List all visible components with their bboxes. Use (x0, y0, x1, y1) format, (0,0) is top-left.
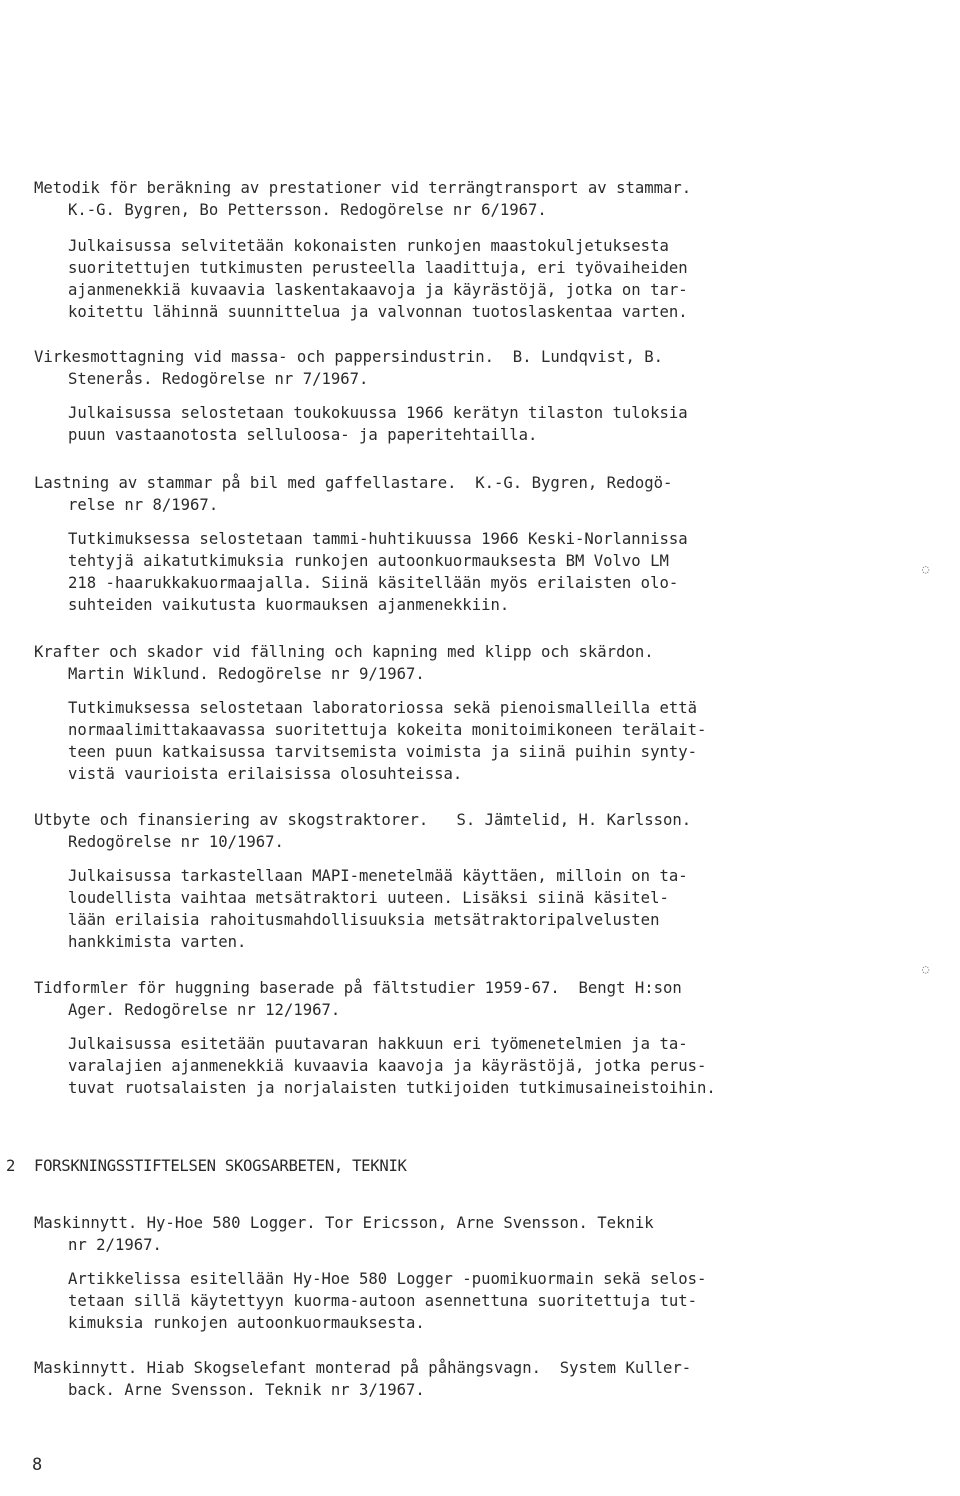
entry-summary-line: Julkaisussa selostetaan toukokuussa 1966 kerätyn tilaston tuloksia (68, 404, 688, 422)
entry-summary-line: kimuksia runkojen autoonkuormauksesta. (68, 1314, 425, 1332)
entry-summary-line: Julkaisussa esitetään puutavaran hakkuun eri työmenetelmien ja ta- (68, 1035, 688, 1053)
entry-summary-line: varalajien ajanmenekkiä kuvaavia kaavoja ja käyrästöjä, jotka perus- (68, 1057, 707, 1075)
entry-summary-line: puun vastaanotosta selluloosa- ja paperitehtailla. (68, 426, 538, 444)
entry-title-line: back. Arne Svensson. Teknik nr 3/1967. (68, 1381, 425, 1399)
entry-summary-line: normaalimittakaavassa suoritettuja kokeita monitoimikoneen terälait- (68, 721, 707, 739)
entry-summary-line: 218 -haarukkakuormaajalla. Siinä käsitellään myös erilaisten olo- (68, 574, 679, 592)
margin-mark: ◌ (922, 962, 930, 976)
entry-title-line: Maskinnytt. Hy-Hoe 580 Logger. Tor Ericsson, Arne Svensson. Teknik (34, 1214, 654, 1232)
entry-title-line: Stenerås. Redogörelse nr 7/1967. (68, 370, 369, 388)
margin-mark: ◌ (922, 562, 930, 576)
entry-title-line: K.-G. Bygren, Bo Pettersson. Redogörelse nr 6/1967. (68, 201, 547, 219)
section-title: FORSKNINGSSTIFTELSEN SKOGSARBETEN, TEKNIK (34, 1157, 407, 1175)
entry-summary-line: koitettu lähinnä suunnittelua ja valvonnan tuotoslaskentaa varten. (68, 303, 688, 321)
entry-summary-line: tehtyjä aikatutkimuksia runkojen autoonkuormauksesta BM Volvo LM (68, 552, 669, 570)
entry-summary-line: tetaan sillä käytettyyn kuorma-autoon asennettuna suoritettuja tut- (68, 1292, 698, 1310)
entry-summary-line: Artikkelissa esitellään Hy-Hoe 580 Logger -puomikuormain sekä selos- (68, 1270, 707, 1288)
entry-summary-line: teen puun katkaisussa tarvitsemista voimista ja siinä puihin synty- (68, 743, 698, 761)
section-number: 2 (6, 1157, 16, 1175)
entry-summary-line: lään erilaisia rahoitusmahdollisuuksia metsätraktoripalvelusten (68, 911, 660, 929)
entry-summary-line: hankkimista varten. (68, 933, 247, 951)
entry-title-line: nr 2/1967. (68, 1236, 162, 1254)
entry-title-line: Virkesmottagning vid massa- och pappersindustrin. B. Lundqvist, B. (34, 348, 664, 366)
entry-title-line: relse nr 8/1967. (68, 496, 219, 514)
page-number: 8 (32, 1455, 43, 1475)
entry-summary-line: Julkaisussa tarkastellaan MAPI-menetelmää käyttäen, milloin on ta- (68, 867, 688, 885)
entry-title-line: Martin Wiklund. Redogörelse nr 9/1967. (68, 665, 425, 683)
entry-title-line: Ager. Redogörelse nr 12/1967. (68, 1001, 341, 1019)
entry-summary-line: ajanmenekkiä kuvaavia laskentakaavoja ja käyrästöjä, jotka on tar- (68, 281, 688, 299)
entry-title-line: Tidformler för huggning baserade på fältstudier 1959-67. Bengt H:son (34, 979, 682, 997)
entry-summary-line: tuvat ruotsalaisten ja norjalaisten tutkijoiden tutkimusaineistoihin. (68, 1079, 716, 1097)
entry-summary-line: loudellista vaihtaa metsätraktori uuteen. Lisäksi siinä käsitel- (68, 889, 669, 907)
entry-title-line: Utbyte och finansiering av skogstraktorer. S. Jämtelid, H. Karlsson. (34, 811, 692, 829)
entry-summary-line: Tutkimuksessa selostetaan tammi-huhtikuussa 1966 Keski-Norlannissa (68, 530, 688, 548)
entry-summary-line: suhteiden vaikutusta kuormauksen ajanmenekkiin. (68, 596, 510, 614)
entry-title-line: Redogörelse nr 10/1967. (68, 833, 284, 851)
entry-title-line: Lastning av stammar på bil med gaffellastare. K.-G. Bygren, Redogö- (34, 474, 673, 492)
entry-title-line: Metodik för beräkning av prestationer vid terrängtransport av stammar. (34, 179, 692, 197)
entry-summary-line: suoritettujen tutkimusten perusteella laadittuja, eri työvaiheiden (68, 259, 688, 277)
entry-summary-line: Julkaisussa selvitetään kokonaisten runkojen maastokuljetuksesta (68, 237, 669, 255)
entry-title-line: Maskinnytt. Hiab Skogselefant monterad på påhängsvagn. System Kuller- (34, 1359, 692, 1377)
entry-summary-line: Tutkimuksessa selostetaan laboratoriossa sekä pienoismalleilla että (68, 699, 698, 717)
entry-title-line: Krafter och skador vid fällning och kapning med klipp och skärdon. (34, 643, 654, 661)
entry-summary-line: vistä vaurioista erilaisissa olosuhteissa. (68, 765, 463, 783)
